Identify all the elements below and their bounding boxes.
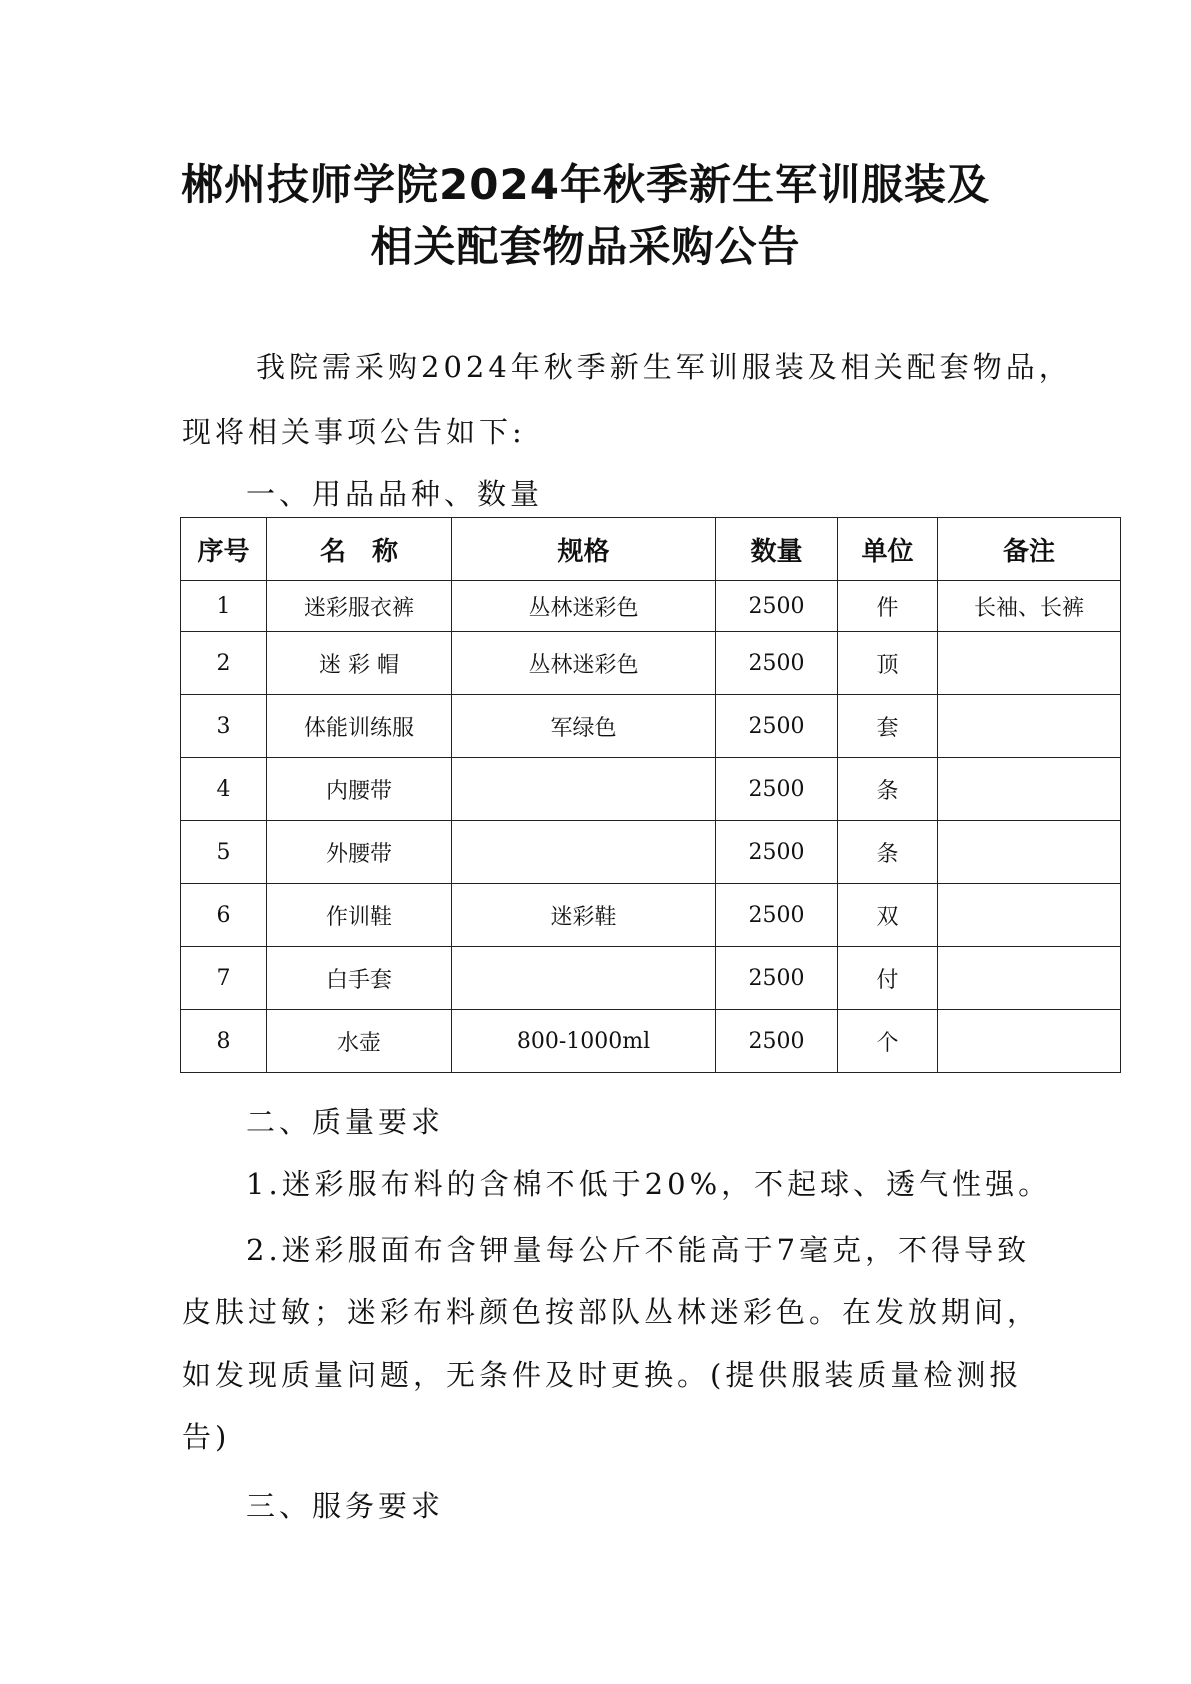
document-title-line-1: 郴州技师学院2024年秋季新生军训服装及 [181, 160, 990, 209]
cell-quantity: 2500 [716, 1010, 838, 1073]
section-heading-items: 一、用品品种、数量 [246, 477, 544, 511]
cell-spec [452, 821, 716, 884]
cell-remark [938, 632, 1121, 695]
header-unit: 单位 [838, 518, 938, 581]
document-title-line-2: 相关配套物品采购公告 [370, 222, 801, 271]
intro-line-2: 现将相关事项公告如下: [182, 415, 526, 449]
cell-spec: 迷彩鞋 [452, 884, 716, 947]
cell-quantity: 2500 [716, 821, 838, 884]
intro-line-1: 我院需采购2024年秋季新生军训服装及相关配套物品， [256, 350, 1072, 384]
cell-unit: 付 [838, 947, 938, 1010]
cell-name: 迷 彩 帽 [267, 632, 452, 695]
cell-spec: 丛林迷彩色 [452, 581, 716, 632]
table-row [181, 581, 1121, 632]
cell-quantity: 2500 [716, 947, 838, 1010]
cell-unit: 件 [838, 581, 938, 632]
table-row [181, 884, 1121, 947]
cell-spec: 丛林迷彩色 [452, 632, 716, 695]
cell-unit: 条 [838, 758, 938, 821]
table-row [181, 758, 1121, 821]
cell-unit: 套 [838, 695, 938, 758]
header-name: 名 称 [267, 518, 452, 581]
cell-remark [938, 1010, 1121, 1073]
cell-index: 1 [181, 581, 267, 632]
cell-quantity: 2500 [716, 632, 838, 695]
cell-name: 内腰带 [267, 758, 452, 821]
cell-remark [938, 821, 1121, 884]
header-spec: 规格 [452, 518, 716, 581]
cell-remark: 长袖、长裤 [938, 581, 1121, 632]
header-quantity: 数量 [716, 518, 838, 581]
cell-index: 6 [181, 884, 267, 947]
cell-unit: 条 [838, 821, 938, 884]
cell-name: 迷彩服衣裤 [267, 581, 452, 632]
cell-index: 4 [181, 758, 267, 821]
cell-spec: 800-1000ml [452, 1010, 716, 1073]
cell-spec: 军绿色 [452, 695, 716, 758]
items-table [180, 517, 1121, 1073]
cell-quantity: 2500 [716, 884, 838, 947]
cell-remark [938, 695, 1121, 758]
header-remark: 备注 [938, 518, 1121, 581]
cell-name: 外腰带 [267, 821, 452, 884]
table-row [181, 821, 1121, 884]
cell-quantity: 2500 [716, 758, 838, 821]
cell-remark [938, 947, 1121, 1010]
cell-index: 8 [181, 1010, 267, 1073]
cell-quantity: 2500 [716, 581, 838, 632]
section-heading-quality: 二、质量要求 [246, 1105, 445, 1139]
cell-remark [938, 884, 1121, 947]
cell-index: 5 [181, 821, 267, 884]
cell-index: 2 [181, 632, 267, 695]
cell-index: 7 [181, 947, 267, 1010]
section-heading-service: 三、服务要求 [246, 1489, 445, 1523]
cell-remark [938, 758, 1121, 821]
quality-item-1: 1.迷彩服布料的含棉不低于20%，不起球、透气性强。 [246, 1167, 1052, 1201]
cell-name: 白手套 [267, 947, 452, 1010]
cell-unit: 双 [838, 884, 938, 947]
cell-name: 体能训练服 [267, 695, 452, 758]
cell-quantity: 2500 [716, 695, 838, 758]
cell-name: 作训鞋 [267, 884, 452, 947]
quality-item-2-line-2: 皮肤过敏；迷彩布料颜色按部队丛林迷彩色。在发放期间， [182, 1295, 1041, 1329]
cell-spec [452, 758, 716, 821]
quality-item-2-line-3: 如发现质量问题，无条件及时更换。(提供服装质量检测报 [182, 1358, 1023, 1392]
table-row [181, 695, 1121, 758]
table-header-row [181, 518, 1121, 581]
cell-index: 3 [181, 695, 267, 758]
quality-item-2-line-4: 告) [182, 1420, 231, 1454]
header-index: 序号 [181, 518, 267, 581]
table-row [181, 632, 1121, 695]
cell-unit: 顶 [838, 632, 938, 695]
cell-spec [452, 947, 716, 1010]
table-row [181, 947, 1121, 1010]
table-row [181, 1010, 1121, 1073]
cell-name: 水壶 [267, 1010, 452, 1073]
quality-item-2-line-1: 2.迷彩服面布含钾量每公斤不能高于7毫克，不得导致 [246, 1233, 1031, 1267]
cell-unit: 个 [838, 1010, 938, 1073]
